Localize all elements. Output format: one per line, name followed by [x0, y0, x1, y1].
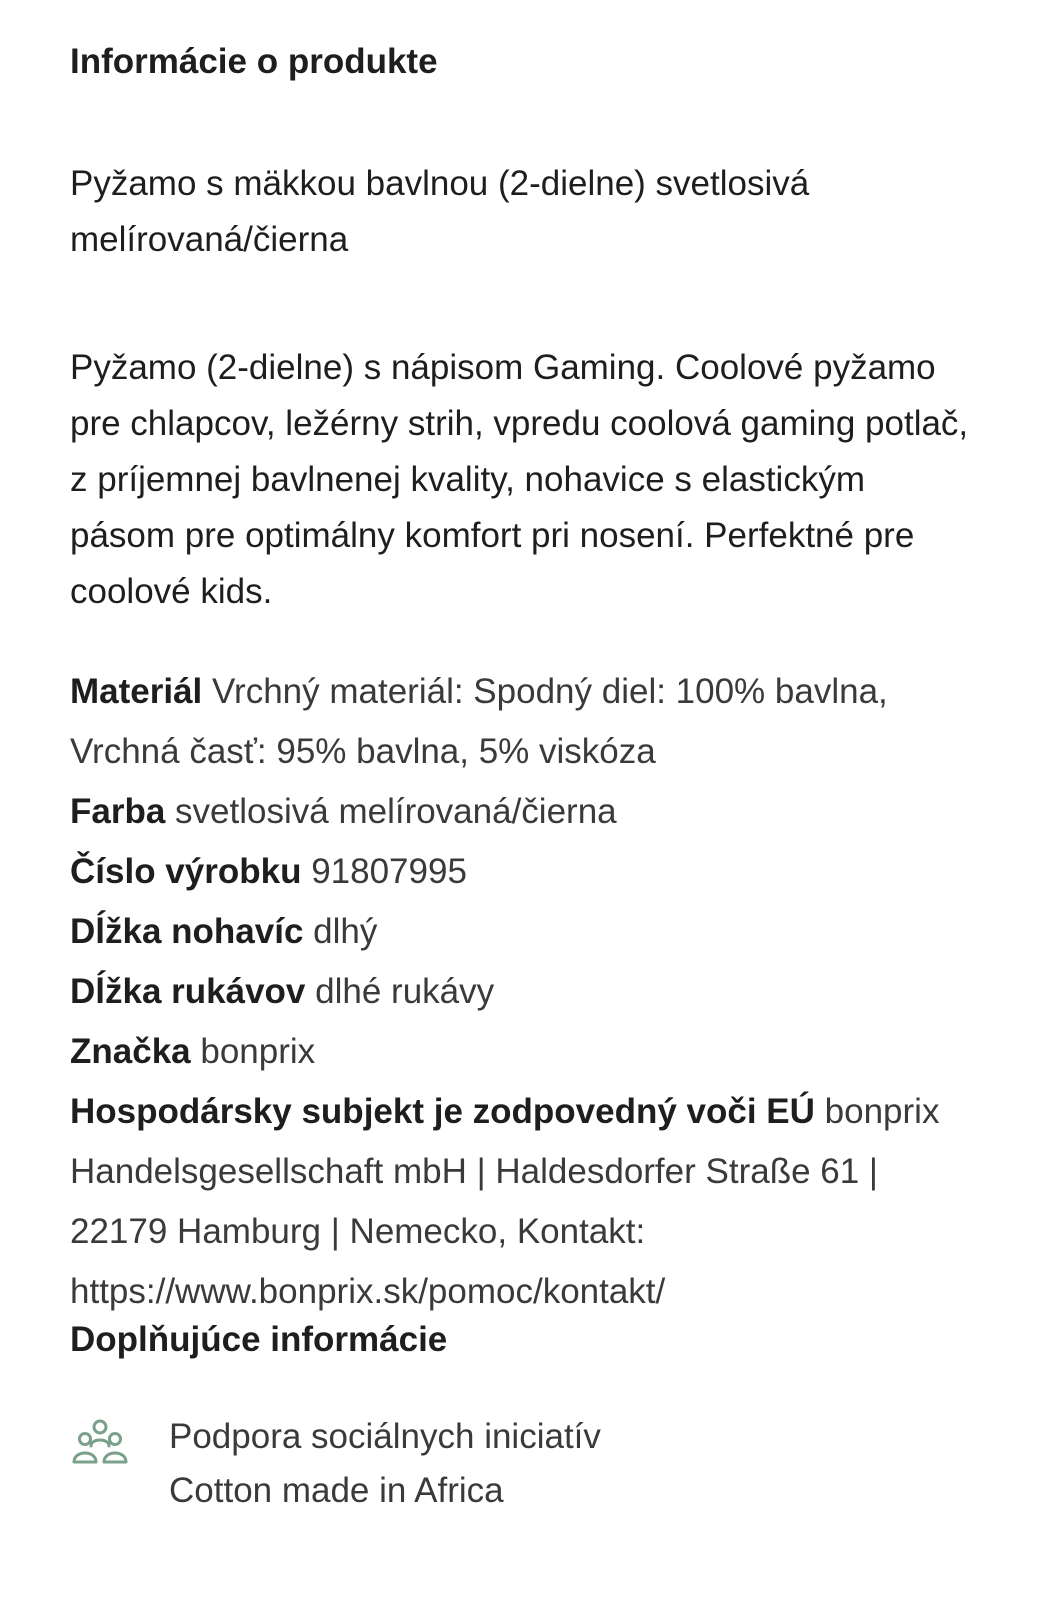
attribute-value: bonprix Handelsgesellschaft mbH | Haldesdorfer Straße 61 | 22179 Hamburg | Nemecko, Kontakt: https://www.bonprix.sk/pomoc/kontakt/: [70, 1092, 940, 1311]
attribute-material: [70, 662, 970, 782]
attribute-responsible-entity: [70, 1082, 970, 1322]
attribute-label: Farba: [70, 792, 166, 831]
attribute-value: 91807995: [311, 852, 467, 891]
attribute-label: Dĺžka rukávov: [70, 972, 306, 1011]
initiative-item: [70, 1410, 970, 1530]
attribute-value: dlhé rukávy: [315, 972, 495, 1011]
initiative-subtitle: Cotton made in Africa: [169, 1471, 504, 1510]
product-description: Pyžamo (2-dielne) s nápisom Gaming. Coolové pyžamo pre chlapcov, ležérny strih, vpredu coolová gaming potlač, z príjemnej bavlnenej kvality, nohavice s elastickým pásom pre optimálny komfort pri nosení. Perfektné pre coolové kids.: [70, 348, 969, 611]
attribute-label: Dĺžka nohavíc: [70, 912, 304, 951]
people-group-icon: [72, 1418, 128, 1466]
attribute-list: [70, 662, 970, 1322]
attribute-sleeve-length: [70, 962, 970, 1022]
attribute-value: dlhý: [313, 912, 378, 951]
initiative-text: [169, 1410, 601, 1518]
attribute-value: bonprix: [200, 1032, 316, 1071]
attribute-label: Číslo výrobku: [70, 852, 302, 891]
attribute-brand: [70, 1022, 970, 1082]
attribute-label: Hospodársky subjekt je zodpovedný voči EÚ: [70, 1092, 815, 1131]
attribute-trouser-length: [70, 902, 970, 962]
attribute-value: Vrchný materiál: Spodný diel: 100% bavlna, Vrchná časť: 95% bavlna, 5% viskóza: [70, 672, 888, 771]
attribute-label: Materiál: [70, 672, 203, 711]
attribute-color: [70, 782, 970, 842]
attribute-label: Značka: [70, 1032, 191, 1071]
extra-info-title: Doplňujúce informácie: [70, 1320, 448, 1359]
attribute-product-number: [70, 842, 970, 902]
section-title: Informácie o produkte: [70, 42, 438, 81]
initiative-title: Podpora sociálnych iniciatív: [169, 1417, 601, 1456]
attribute-value: svetlosivá melírovaná/čierna: [175, 792, 617, 831]
product-name: Pyžamo s mäkkou bavlnou (2-dielne) svetlosivá melírovaná/čierna: [70, 164, 810, 259]
